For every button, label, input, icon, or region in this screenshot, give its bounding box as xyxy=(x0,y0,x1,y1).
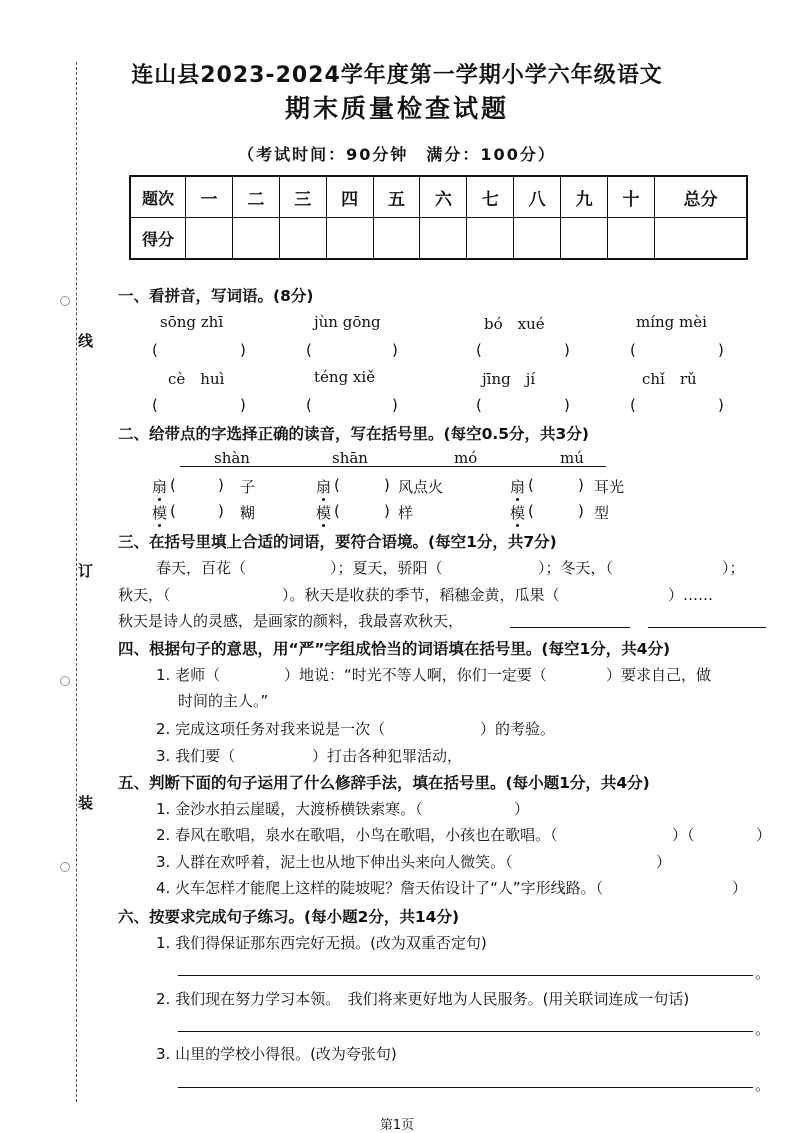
score-col: 九 xyxy=(561,176,608,218)
score-cell[interactable] xyxy=(608,218,655,260)
binding-hole-3 xyxy=(60,862,70,872)
s5-q3: 3. 人群在欢呼着，泥土也从地下伸出头来向人微笑。（ xyxy=(156,853,513,871)
answer-paren-open: ( xyxy=(152,396,158,414)
answer-paren-close[interactable]: ) xyxy=(392,341,398,359)
s6-q2: 2. 我们现在努力学习本领。 我们将来更好地为人民服务。(用关联词连成一句话) xyxy=(156,990,690,1008)
s5-q2-mid[interactable]: ）（ xyxy=(672,826,695,844)
score-table-header-label: 题次 xyxy=(130,176,186,218)
word-rest: 样 xyxy=(398,504,414,522)
dotted-char: 模 xyxy=(510,504,526,522)
pinyin: jùn gōng xyxy=(314,313,381,331)
score-table-row-label: 得分 xyxy=(130,218,186,260)
binding-char-ding: 订 xyxy=(78,562,94,580)
s4-q1-part-d: 时间的主人。” xyxy=(178,692,269,710)
section-3-heading: 三、在括号里填上合适的词语，要符合语境。(每空1分，共7分) xyxy=(118,533,557,551)
s5-q2-close[interactable]: ） xyxy=(756,826,772,844)
score-cell[interactable] xyxy=(514,218,561,260)
score-table-score-row xyxy=(130,218,747,260)
answer-paren-close[interactable]: ) xyxy=(718,341,724,359)
pinyin: chǐ rǔ xyxy=(642,370,697,388)
s3-line1-part-a: 春天，百花（ xyxy=(156,559,247,577)
pinyin: téng xiě xyxy=(314,368,376,386)
score-cell[interactable] xyxy=(561,218,608,260)
score-col: 一 xyxy=(186,176,233,218)
answer-paren-open: ( xyxy=(334,476,340,494)
score-cell[interactable] xyxy=(232,218,279,260)
s5-q2: 2. 春风在歌唱，泉水在歌唱，小鸟在歌唱，小孩也在歌唱。（ xyxy=(156,826,558,844)
score-cell[interactable] xyxy=(326,218,373,260)
s3-line3: 秋天是诗人的灵感，是画家的颜料，我最喜欢秋天， xyxy=(118,612,464,630)
s5-q1-close[interactable]: ） xyxy=(514,800,530,818)
s5-q1: 1. 金沙水拍云崖暖，大渡桥横铁索寒。（ xyxy=(156,800,423,818)
score-table-header-row xyxy=(130,176,747,218)
pinyin-option: shàn xyxy=(214,449,250,467)
pinyin: jīng jí xyxy=(482,370,536,388)
s3-answer-line[interactable] xyxy=(648,627,766,628)
answer-paren-close[interactable]: ) xyxy=(240,396,246,414)
s6-q1-answer-line[interactable] xyxy=(178,975,753,976)
answer-paren-open: ( xyxy=(528,476,534,494)
answer-paren-open: ( xyxy=(170,476,176,494)
exam-title-line2: 期末质量检查试题 xyxy=(284,94,509,123)
s6-q3: 3. 山里的学校小得很。(改为夸张句) xyxy=(156,1045,397,1063)
section-6-heading: 六、按要求完成句子练习。(每小题2分，共14分) xyxy=(118,908,460,926)
s3-line2-part-c[interactable]: ）…… xyxy=(668,586,714,604)
binding-char-zhuang: 装 xyxy=(78,794,94,812)
answer-paren-close[interactable]: ) xyxy=(718,396,724,414)
answer-paren-open: ( xyxy=(630,396,636,414)
binding-hole-1 xyxy=(60,296,70,306)
score-cell[interactable] xyxy=(373,218,420,260)
score-col: 五 xyxy=(373,176,420,218)
s5-q4-close[interactable]: ） xyxy=(732,879,748,897)
binding-char-xian: 线 xyxy=(78,332,94,350)
s6-q3-end: 。 xyxy=(755,1076,771,1094)
score-table xyxy=(129,175,748,260)
section-5-heading: 五、判断下面的句子运用了什么修辞手法，填在括号里。(每小题1分，共4分) xyxy=(118,774,650,792)
s3-line2-part-a: 秋天，（ xyxy=(118,586,171,604)
word-rest: 型 xyxy=(594,504,610,522)
binding-dashed-line xyxy=(76,62,77,1102)
exam-subtitle: （考试时间：90分钟 满分：100分） xyxy=(238,145,556,164)
dotted-char: 扇 xyxy=(316,478,332,496)
s3-line1-part-c[interactable]: ）；冬天，（ xyxy=(538,559,614,577)
s5-q4: 4. 火车怎样才能爬上这样的陡坡呢？詹天佑设计了“人”字形线路。（ xyxy=(156,879,604,897)
binding-hole-2 xyxy=(60,676,70,686)
s6-q1-end: 。 xyxy=(755,964,771,982)
s6-q1: 1. 我们得保证那东西完好无损。(改为双重否定句) xyxy=(156,934,487,952)
word-rest: 糊 xyxy=(240,504,256,522)
s6-q2-end: 。 xyxy=(755,1020,771,1038)
word-rest: 耳光 xyxy=(594,478,625,496)
page-number: 第1页 xyxy=(379,1118,415,1133)
word-rest: 子 xyxy=(240,478,256,496)
answer-paren-open: ( xyxy=(152,341,158,359)
score-col: 三 xyxy=(279,176,326,218)
s4-q3-part-a: 3. 我们要（ xyxy=(156,747,236,765)
pinyin-option: mú xyxy=(560,449,584,467)
answer-paren-close[interactable]: ) xyxy=(218,476,224,494)
pinyin-option: mó xyxy=(454,449,478,467)
exam-title-line1: 连山县2023-2024学年度第一学期小学六年级语文 xyxy=(131,63,663,88)
score-cell[interactable] xyxy=(420,218,467,260)
dotted-char: 扇 xyxy=(152,478,168,496)
answer-paren-close[interactable]: ) xyxy=(564,341,570,359)
score-col: 二 xyxy=(232,176,279,218)
answer-paren-close[interactable]: ) xyxy=(384,476,390,494)
score-cell[interactable] xyxy=(186,218,233,260)
dotted-char: 模 xyxy=(152,504,168,522)
word-rest: 风点火 xyxy=(398,478,444,496)
answer-paren-close[interactable]: ) xyxy=(578,502,584,520)
answer-paren-open: ( xyxy=(306,396,312,414)
s3-line1-part-d[interactable]: ）； xyxy=(722,559,745,577)
s5-q3-close[interactable]: ） xyxy=(656,853,672,871)
answer-paren-close[interactable]: ) xyxy=(218,502,224,520)
pinyin: míng mèi xyxy=(636,313,707,331)
section-4-heading: 四、根据句子的意思，用“严”字组成恰当的词语填在括号里。(每空1分，共4分) xyxy=(118,640,671,658)
dotted-char: 扇 xyxy=(510,478,526,496)
score-col-total: 总分 xyxy=(654,176,747,218)
score-col: 七 xyxy=(467,176,514,218)
section-1-heading: 一、看拼音，写词语。(8分) xyxy=(118,287,314,305)
dotted-char: 模 xyxy=(316,504,332,522)
score-col: 四 xyxy=(326,176,373,218)
answer-paren-open: ( xyxy=(476,341,482,359)
answer-paren-close[interactable]: ) xyxy=(384,502,390,520)
score-cell[interactable] xyxy=(654,218,747,260)
section-2-heading: 二、给带点的字选择正确的读音，写在括号里。(每空0.5分，共3分) xyxy=(118,425,589,443)
score-cell[interactable] xyxy=(279,218,326,260)
score-col: 十 xyxy=(608,176,655,218)
score-col: 六 xyxy=(420,176,467,218)
s3-line1-part-b[interactable]: ）；夏天，骄阳（ xyxy=(330,559,443,577)
s4-q2-part-b[interactable]: ）的考验。 xyxy=(480,720,556,738)
answer-paren-close[interactable]: ) xyxy=(392,396,398,414)
answer-paren-open: ( xyxy=(334,502,340,520)
score-col: 八 xyxy=(514,176,561,218)
s4-q1-part-b[interactable]: ）地说：“时光不等人啊，你们一定要（ xyxy=(284,666,547,684)
s3-answer-line[interactable] xyxy=(510,627,630,628)
pinyin: sōng zhī xyxy=(160,313,224,331)
s4-q3-part-b[interactable]: ）打击各种犯罪活动， xyxy=(312,747,463,765)
s6-q3-answer-line[interactable] xyxy=(178,1087,753,1088)
pinyin: bó xué xyxy=(484,315,545,333)
answer-paren-close[interactable]: ) xyxy=(578,476,584,494)
pinyin-option-underline xyxy=(180,466,606,467)
score-cell[interactable] xyxy=(467,218,514,260)
s4-q2-part-a: 2. 完成这项任务对我来说是一次（ xyxy=(156,720,386,738)
s6-q2-answer-line[interactable] xyxy=(178,1031,753,1032)
s4-q1-part-a: 1. 老师（ xyxy=(156,666,221,684)
answer-paren-open: ( xyxy=(476,396,482,414)
pinyin-option: shān xyxy=(332,449,368,467)
answer-paren-close[interactable]: ) xyxy=(564,396,570,414)
s4-q1-part-c[interactable]: ）要求自己，做 xyxy=(606,666,712,684)
answer-paren-open: ( xyxy=(630,341,636,359)
answer-paren-open: ( xyxy=(306,341,312,359)
answer-paren-close[interactable]: ) xyxy=(240,341,246,359)
answer-paren-open: ( xyxy=(528,502,534,520)
answer-paren-open: ( xyxy=(170,502,176,520)
s3-line2-part-b[interactable]: ）。秋天是收获的季节，稻穗金黄，瓜果（ xyxy=(282,586,560,604)
pinyin: cè huì xyxy=(168,370,225,388)
